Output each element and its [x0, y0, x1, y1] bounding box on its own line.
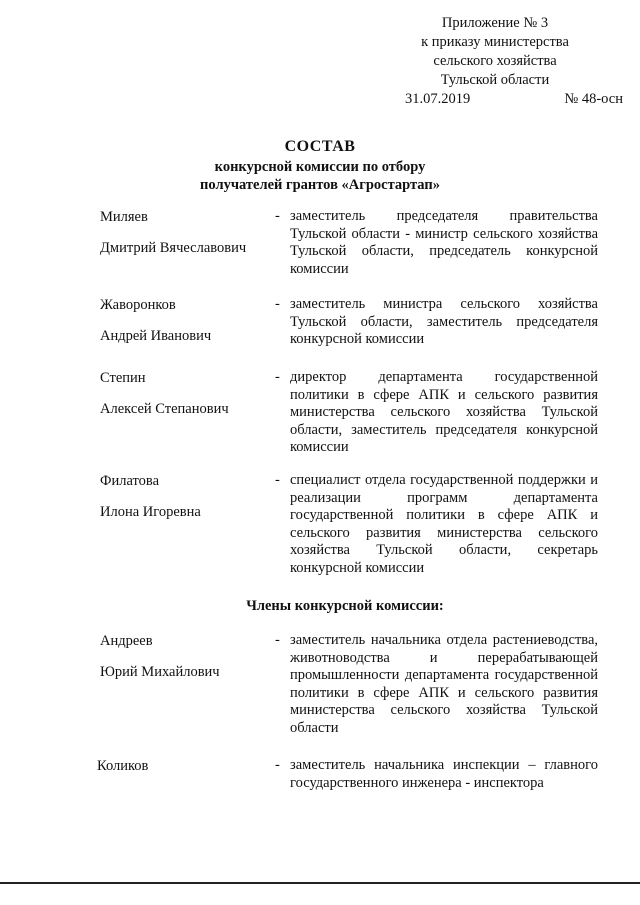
person-role: директор департамента государственной политики в сфере АПК и сельского развития министерства сельского хозяйства Тульской области, заместитель председателя конкурсной комиссии — [290, 369, 598, 456]
dash-separator: - — [275, 208, 280, 224]
person-role: заместитель начальника инспекции – главного государственного инженера - инспектора — [290, 757, 598, 791]
person-role: заместитель начальника отдела растениеводства, животноводства и перерабатывающей промышленности департамента государственной политики в сфере АПК и сельского развития министерства сельского хозяйства Тульской области — [290, 632, 598, 736]
person-name — [100, 472, 270, 522]
page-bottom-rule — [0, 882, 640, 884]
person-surname: Андреев — [100, 633, 153, 649]
person-surname: Миляев — [100, 209, 148, 225]
person-given-name: Юрий Михайлович — [100, 664, 220, 680]
title-main: СОСТАВ — [284, 138, 356, 155]
person-name — [100, 632, 270, 682]
person-given-name: Илона Игоревна — [100, 504, 201, 520]
order-date-number — [405, 90, 623, 109]
appendix-line-1: Приложение № 3 — [441, 15, 549, 31]
dash-separator: - — [275, 296, 280, 312]
order-date: 31.07.2019 — [405, 91, 471, 107]
person-given-name: Дмитрий Вячеславович — [100, 240, 247, 256]
person-name — [100, 208, 270, 258]
dash-separator: - — [275, 472, 280, 488]
person-name — [97, 757, 267, 788]
dash-separator: - — [275, 369, 280, 385]
title-line-3: получателей грантов «Агростартап» — [200, 177, 440, 193]
person-surname: Филатова — [100, 473, 159, 489]
person-role: заместитель председателя правительства Тульской области - министр сельского хозяйства Тульской области, председатель конкурсной комиссии — [290, 208, 598, 277]
person-surname: Степин — [100, 370, 146, 386]
document-title — [0, 138, 640, 194]
dash-separator: - — [275, 757, 280, 773]
order-number: № 48-осн — [564, 91, 623, 107]
person-role: специалист отдела государственной поддержки и реализации программ департамента государственной политики в сфере АПК и сельского развития министерства сельского хозяйства Тульской области, секретарь конкурсной комиссии — [290, 472, 598, 576]
person-role: заместитель министра сельского хозяйства Тульской области, заместитель председателя конкурсной комиссии — [290, 296, 598, 348]
person-surname: Коликов — [97, 758, 149, 774]
person-given-name: Алексей Степанович — [100, 401, 229, 417]
appendix-line-3: сельского хозяйства — [433, 53, 557, 69]
person-given-name: Андрей Иванович — [100, 328, 212, 344]
person-name — [100, 296, 270, 346]
appendix-line-4: Тульской области — [440, 72, 550, 88]
title-line-2: конкурсной комиссии по отбору — [214, 159, 426, 175]
appendix-block — [400, 14, 623, 109]
person-surname: Жаворонков — [100, 297, 176, 313]
members-heading: Члены конкурсной комиссии: — [246, 598, 444, 614]
person-name — [100, 369, 270, 419]
dash-separator: - — [275, 632, 280, 648]
appendix-line-2: к приказу министерства — [421, 34, 569, 50]
